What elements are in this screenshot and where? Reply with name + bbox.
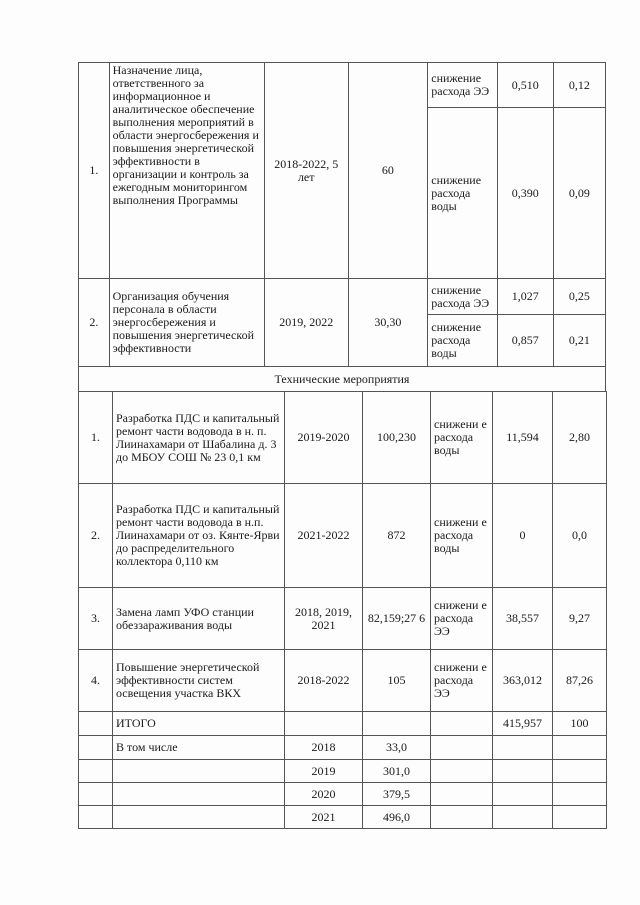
measure-name: Повышение энергетической эффективности систем освещения участка ВКХ [113, 650, 285, 712]
effect-type: снижение расхода ЭЭ [428, 279, 497, 315]
including-label: В том числе [113, 736, 285, 760]
measure-cost: 105 [363, 650, 431, 712]
measure-cost: 872 [363, 484, 431, 588]
measure-period: 2019, 2022 [264, 279, 348, 367]
year-row [79, 760, 607, 783]
year-amount: 496,0 [363, 806, 431, 829]
effect-share: 2,80 [553, 392, 607, 484]
effect-value: 0,510 [497, 63, 553, 108]
measure-name: Разработка ПДС и капитальный ремонт части водовода в н.п. Лиинахамари от оз. Кянте-Ярви до распределительного коллектора 0,110 км [113, 484, 285, 588]
measure-period: 2018-2022 [285, 650, 363, 712]
measure-name: Назначение лица, ответственного за информационное и аналитическое обеспечение выполнения мероприятий в области энергосбережения и повышения энергетической эффективности в организации и контроль за ежегодным мониторингом выполнения Программы [109, 63, 264, 279]
year-amount: 33,0 [363, 736, 431, 760]
year-row [79, 783, 607, 806]
year-amount: 301,0 [363, 760, 431, 783]
year: 2021 [285, 806, 363, 829]
table-row [79, 588, 607, 650]
effect-share: 87,26 [553, 650, 607, 712]
effect-value: 363,012 [493, 650, 553, 712]
year-row [79, 806, 607, 829]
year-amount: 379,5 [363, 783, 431, 806]
table-row [79, 650, 607, 712]
effect-value: 0 [493, 484, 553, 588]
row-number: 2. [79, 279, 110, 367]
effect-type: снижение расхода ЭЭ [428, 63, 497, 108]
section-title: Технические мероприятия [79, 367, 606, 392]
org-measures-table [78, 62, 606, 392]
table-row [79, 279, 606, 315]
row-number: 2. [79, 484, 113, 588]
effect-share: 0,0 [553, 484, 607, 588]
effect-share: 0,21 [553, 315, 605, 367]
effect-value: 0,857 [497, 315, 553, 367]
effect-type: снижени е расхода ЭЭ [431, 650, 493, 712]
measure-period: 2021-2022 [285, 484, 363, 588]
table-row [79, 63, 606, 108]
measure-cost: 30,30 [348, 279, 428, 367]
tech-measures-table [78, 391, 607, 829]
effect-share: 0,12 [553, 63, 605, 108]
measure-name: Организация обучения персонала в области энергосбережения и повышения энергетической эффективности [109, 279, 264, 367]
year-row [79, 736, 607, 760]
effect-type: снижени е расхода воды [431, 484, 493, 588]
measure-period: 2018-2022, 5 лет [264, 63, 348, 279]
year: 2019 [285, 760, 363, 783]
total-share: 100 [553, 712, 607, 736]
measure-period: 2018, 2019, 2021 [285, 588, 363, 650]
effect-value: 38,557 [493, 588, 553, 650]
effect-value: 11,594 [493, 392, 553, 484]
measure-name: Разработка ПДС и капитальный ремонт части водовода в н. п. Лиинахамари от Шабалина д. 3 до МБОУ СОШ № 23 0,1 км [113, 392, 285, 484]
table-row [79, 367, 606, 392]
effect-value: 0,390 [497, 108, 553, 279]
effect-type: снижение расхода воды [428, 315, 497, 367]
effect-type: снижени е расхода ЭЭ [431, 588, 493, 650]
effect-share: 0,25 [553, 279, 605, 315]
measure-cost: 82,159;27 6 [363, 588, 431, 650]
effect-type: снижени е расхода воды [431, 392, 493, 484]
effect-value: 1,027 [497, 279, 553, 315]
row-number: 1. [79, 392, 113, 484]
year: 2018 [285, 736, 363, 760]
effect-share: 9,27 [553, 588, 607, 650]
table-row [79, 484, 607, 588]
row-number: 1. [79, 63, 110, 279]
total-value: 415,957 [493, 712, 553, 736]
year: 2020 [285, 783, 363, 806]
total-label: ИТОГО [113, 712, 285, 736]
measure-cost: 100,230 [363, 392, 431, 484]
row-number: 3. [79, 588, 113, 650]
measure-period: 2019-2020 [285, 392, 363, 484]
total-row [79, 712, 607, 736]
effect-share: 0,09 [553, 108, 605, 279]
measure-cost: 60 [348, 63, 428, 279]
table-row [79, 392, 607, 484]
row-number: 4. [79, 650, 113, 712]
effect-type: снижение расхода воды [428, 108, 497, 279]
measure-name: Замена ламп УФО станции обеззараживания воды [113, 588, 285, 650]
